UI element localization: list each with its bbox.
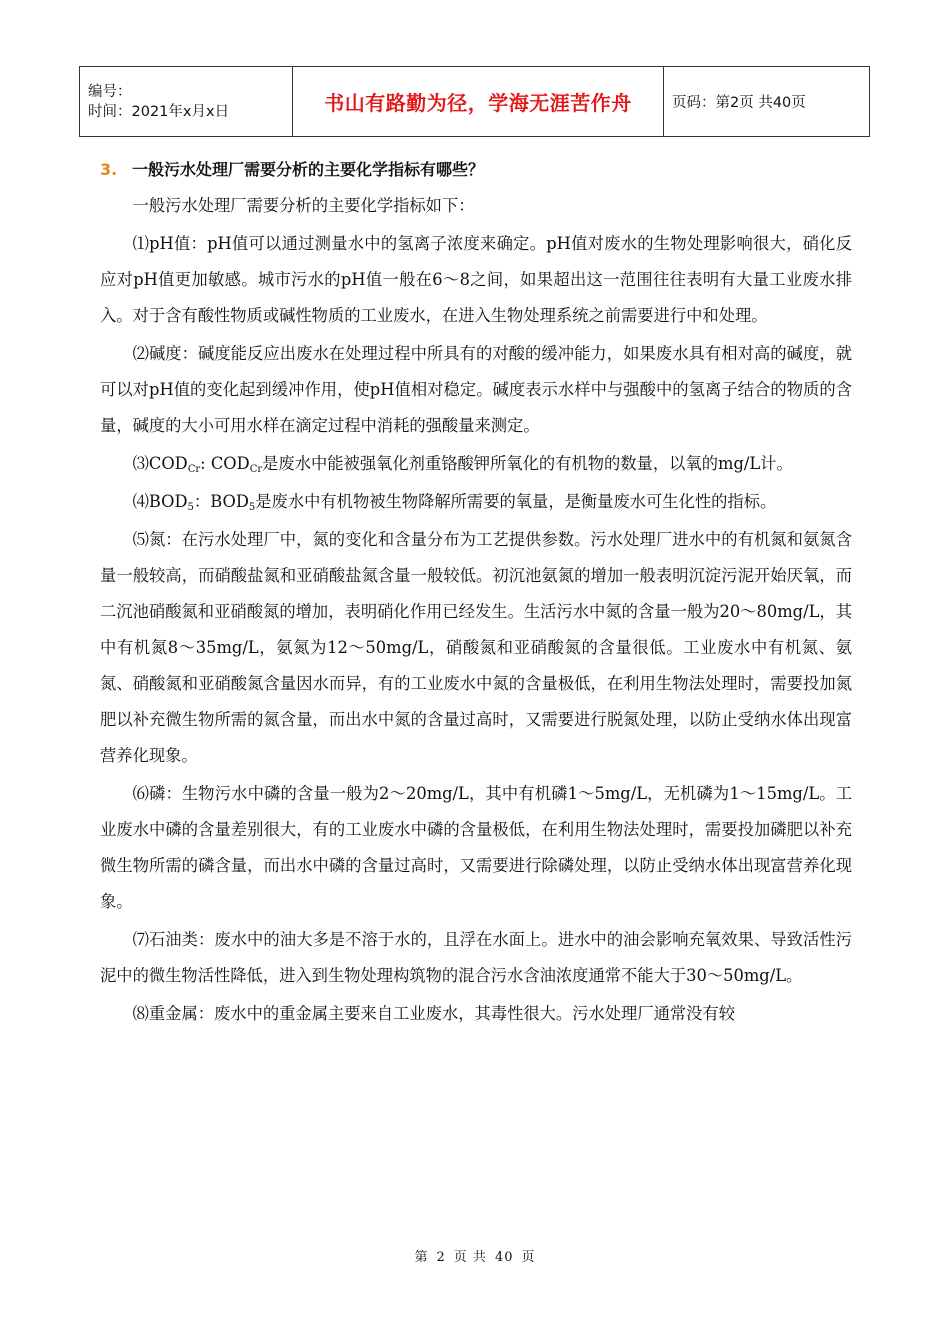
ph-paragraph: ⑴pH值：pH值可以通过测量水中的氢离子浓度来确定。pH值对废水的生物处理影响很大，硝化反应对pH值更加敏感。城市污水的pH值一般在6～8之间，如果超出这一范围往往表明有大量工业废水排入。对于含有酸性物质或碱性物质的工业废水，在进入生物处理系统之前需要进行中和处理。: [100, 234, 852, 325]
question-heading: [100, 152, 852, 188]
cod-paragraph: $⑶COD_{Cr}$: $COD_{Cr}$是废水中能被强氧化剂重铬酸钾所氧化的有机物的数量，以氧的mg/L计。: [132, 454, 793, 475]
header-code-label: 编号：: [88, 83, 132, 100]
footer-page-total: 40: [494, 1250, 514, 1265]
bod-paragraph: $⑷BOD_5$：$BOD_5$是废水中有机物被生物降解所需要的氧量，是衡量废水可生化性的指标。: [132, 492, 777, 513]
document-header: [79, 66, 870, 137]
header-meta: [80, 67, 293, 137]
nitrogen-paragraph: ⑸氮：在污水处理厂中，氮的变化和含量分布为工艺提供参数。污水处理厂进水中的有机氮和氨氮含量一般较高，而硝酸盐氮和亚硝酸盐氮含量一般较低。初沉池氨氮的增加一般表明沉淀污泥开始厌氧，而二沉池硝酸氮和亚硝酸氮的增加，表明硝化作用已经发生。生活污水中氮的含量一般为20～80mg/L，其中有机氮8～35mg/L，氨氮为12～50mg/L，硝酸氮和亚硝酸氮的含量很低。工业废水中有机氮、氨氮、硝酸氮和亚硝酸氮含量因水而异，有的工业废水中氮的含量极低，在利用生物法处理时，需要投加氮肥以补充微生物所需的氮含量，而出水中氮的含量过高时，又需要进行脱氮处理，以防止受纳水体出现富营养化现象。: [100, 530, 852, 765]
header-motto: 书山有路勤为径，学海无涯苦作舟: [293, 67, 664, 137]
phosphorus-paragraph: ⑹磷：生物污水中磷的含量一般为2～20mg/L，其中有机磷1～5mg/L，无机磷为1～15mg/L。工业废水中磷的含量差别很大，有的工业废水中磷的含量极低，在利用生物法处理时，需要投加磷肥以补充微生物所需的磷含量，而出水中磷的含量过高时，又需要进行除磷处理，以防止受纳水体出现富营养化现象。: [100, 784, 852, 911]
footer-page-number: 2: [436, 1250, 446, 1265]
oil-paragraph: ⑺石油类：废水中的油大多是不溶于水的，且浮在水面上。进水中的油会影响充氧效果、导致活性污泥中的微生物活性降低，进入到生物处理构筑物的混合污水含油浓度通常不能大于30～50mg/L。: [100, 930, 852, 985]
question-title: 一般污水处理厂需要分析的主要化学指标有哪些？: [132, 160, 485, 179]
page-footer: 第 2 页 共 40 页: [414, 1250, 536, 1265]
question-number: 3.: [100, 160, 118, 179]
document-body: [100, 152, 852, 1032]
intro-paragraph: 一般污水处理厂需要分析的主要化学指标如下：: [132, 196, 475, 215]
metals-paragraph: ⑻重金属：废水中的重金属主要来自工业废水，其毒性很大。污水处理厂通常没有较: [132, 1004, 736, 1023]
header-page-label: 页码：第2页 共40页: [664, 67, 870, 137]
alkalinity-paragraph: ⑵碱度：碱度能反应出废水在处理过程中所具有的对酸的缓冲能力，如果废水具有相对高的碱度，就可以对pH值的变化起到缓冲作用，使pH值相对稳定。碱度表示水样中与强酸中的氢离子结合的物质的含量，碱度的大小可用水样在滴定过程中消耗的强酸量来测定。: [100, 344, 852, 435]
header-date-label: 时间：2021年x月x日: [88, 103, 230, 120]
